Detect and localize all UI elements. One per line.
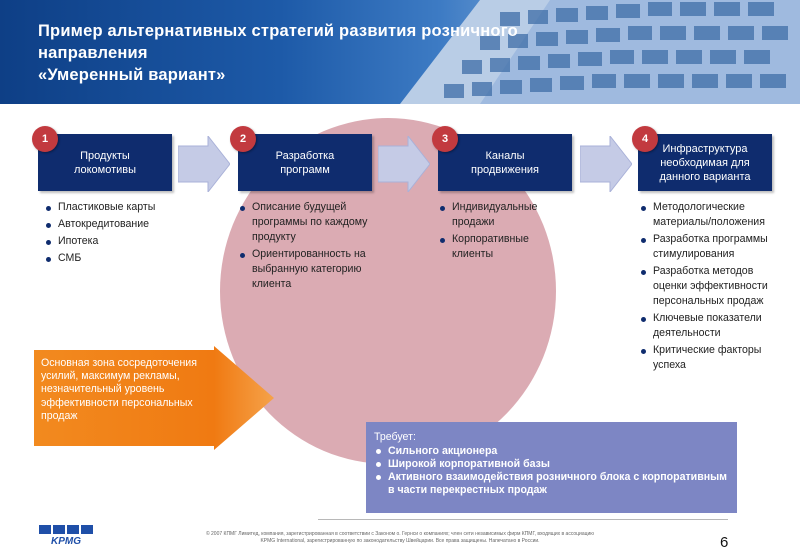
list-item: Описание будущей программы по каждому продукту (240, 200, 380, 245)
copyright-footer (140, 531, 660, 545)
step-3-label-line-2: продвижения (470, 163, 539, 176)
step-2-number-badge: 2 (230, 126, 256, 152)
arrow-right-icon (378, 136, 430, 192)
list-item: Разработка программы стимулирования (641, 232, 789, 262)
list-item: Индивидуальные продажи (440, 200, 565, 230)
step-2-box (238, 134, 372, 191)
list-item: Корпоративные клиенты (440, 232, 565, 262)
page-title (38, 20, 658, 86)
step-4-label-line-2: необходимая для (660, 156, 750, 169)
focus-zone-text: Основная зона сосредоточения усилий, максимум рекламы, незначительный уровень эффективности персональных продаж (41, 357, 197, 422)
arrow-right-icon (580, 136, 632, 192)
title-line-2: направления (38, 44, 148, 62)
page-number: 6 (720, 534, 729, 551)
requirements-heading: Требует: (374, 431, 416, 443)
header-banner (0, 0, 800, 104)
step-2-bullet-list (240, 200, 380, 294)
footer-line-2: KPMG International, зарегистрированную по законодательству Швейцарии. Все права защищены. Напечатано в России. (260, 538, 540, 544)
list-item: Ключевые показатели деятельности (641, 311, 789, 341)
step-3-number-badge: 3 (432, 126, 458, 152)
list-item: Сильного акционера (374, 445, 729, 458)
step-3-bullet-list (440, 200, 565, 264)
step-2-label-line-1: Разработка (275, 149, 335, 162)
requirements-box (366, 422, 737, 513)
step-1-label-line-2: локомотивы (73, 163, 137, 176)
list-item: Автокредитование (46, 217, 176, 232)
logo-text: KPMG (51, 536, 81, 546)
kpmg-logo (38, 524, 94, 546)
step-1-bullet-list (46, 200, 176, 268)
title-line-3: «Умеренный вариант» (38, 66, 226, 84)
step-4-box (638, 134, 772, 191)
list-item: Широкой корпоративной базы (374, 458, 729, 471)
step-4-number-badge: 4 (632, 126, 658, 152)
step-4-bullet-list (641, 200, 789, 375)
list-item: Критические факторы успеха (641, 343, 789, 373)
list-item: Методологические материалы/положения (641, 200, 789, 230)
list-item: Разработка методов оценки эффективности персональных продаж (641, 264, 789, 309)
step-1-box (38, 134, 172, 191)
step-4-label-line-3: данного варианта (659, 170, 751, 183)
list-item: Пластиковые карты (46, 200, 176, 215)
list-item: СМБ (46, 251, 176, 266)
title-line-1: Пример альтернативных стратегий развития розничного (38, 22, 518, 40)
list-item: Активного взаимодействия розничного блока с корпоративным в части перекрестных продаж (374, 471, 729, 497)
list-item: Ориентированность на выбранную категорию клиента (240, 247, 380, 292)
step-4-label-line-1: Инфраструктура (662, 142, 748, 155)
arrow-right-icon (178, 136, 230, 192)
requirements-list (374, 445, 729, 497)
footer-divider (318, 519, 728, 520)
step-3-box (438, 134, 572, 191)
step-1-label-line-1: Продукты (80, 149, 130, 162)
list-item: Ипотека (46, 234, 176, 249)
step-3-label-line-1: Каналы (485, 149, 525, 162)
footer-line-1: © 2007 КПМГ Лимитед, компания, зарегистрированная в соответствии с Законом о. Гернси о компаниях; член сети независимых фирм КПМГ, входящих в ассоциацию (205, 531, 595, 537)
step-2-label-line-2: программ (280, 163, 330, 176)
step-1-number-badge: 1 (32, 126, 58, 152)
